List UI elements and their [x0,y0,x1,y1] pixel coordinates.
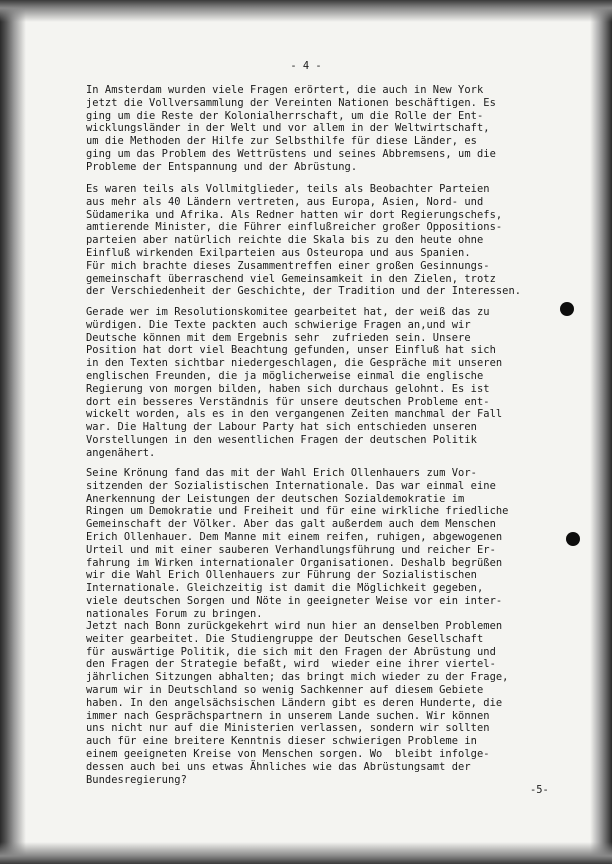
text-line: Erich Ollenhauer. Dem Manne mit einem reifen, ruhigen, abgewogenen [86,530,503,543]
text-line: weiter gearbeitet. Die Studiengruppe der Deutschen Gesellschaft [86,632,484,645]
text-line: für auswärtige Politik, die sich mit den Fragen der Abrüstung und [86,645,496,658]
text-line: gemeinschaft überraschend viel Gemeinsamkeit in den Zielen, trotz [86,272,496,285]
text-line: auch für eine breitere Kenntnis dieser schwierigen Probleme in [86,735,477,748]
text-line: Seine Krönung fand das mit der Wahl Erich Ollenhauers zum Vor- [86,467,477,479]
text-line: angenähert. [86,446,156,459]
text-line: Anerkennung der Leistungen der deutschen Sozialdemokratie im [86,492,465,505]
scan-shadow-right [590,0,612,864]
text-line: Gemeinschaft der Völker. Aber das galt außerdem auch dem Menschen [86,518,496,531]
text-line: Bundesregierung? [86,773,187,786]
text-line: Für mich brachte dieses Zusammentreffen einer großen Gesinnungs- [86,259,490,272]
punch-hole-lower [566,532,580,546]
page-number: - 4 - [290,60,322,72]
text-line: Einfluß wirkenden Exilparteien aus Osteuropa und aus Spanien. [86,246,471,259]
text-line: warum wir in Deutschland so wenig Sachkenner auf diesem Gebiete [86,683,484,696]
text-line: englischen Freunden, die ja möglicherweise einmal die englische [86,369,484,382]
text-line: dessen auch bei uns etwas Ähnliches wie das Abrüstungsamt der [86,760,471,773]
scan-shadow-bottom [0,842,612,864]
text-line: jetzt die Vollversammlung der Vereinten Nationen beschäftigen. Es [86,96,496,109]
text-line: dort ein besseres Verständnis für unsere deutschen Probleme ent- [86,395,490,408]
text-line: in den Texten sichtbar niedergeschlagen, die Gespräche mit unseren [86,357,503,370]
text-line: ging um die Reste der Kolonialherrschaft, um die Rolle der Ent- [86,109,484,122]
text-line: uns nicht nur auf die Ministerien verlassen, sondern wir sollten [86,722,490,735]
text-line: viele deutschen Sorgen und Nöte in geeigneter Weise vor ein inter- [86,594,503,607]
paragraph-5 [86,620,566,786]
text-line: Urteil und mit einer sauberen Verhandlungsführung und reicher Er- [86,543,496,556]
scan-shadow-top [0,0,612,22]
text-line: den Fragen der Strategie befaßt, wird wieder eine ihrer viertel- [86,658,496,671]
text-line: immer nach Gesprächspartnern in unserem Lande suchen. Wir können [86,709,490,722]
text-line: Es waren teils als Vollmitglieder, teils als Beobachter Parteien [86,183,490,195]
text-line: fahrung im Wirken internationaler Organisationen. Deshalb begrüßen [86,556,503,569]
text-line: sitzenden der Sozialistischen Internationale. Das war einmal eine [86,479,496,492]
text-line: der Verschiedenheit der Geschichte, der Tradition und der Interessen. [86,285,522,298]
text-line: nationales Forum zu bringen. [86,607,263,620]
text-line: wir die Wahl Erich Ollenhauers zur Führung der Sozialistischen [86,569,477,582]
text-line: Jetzt nach Bonn zurückgekehrt wird nun hier an denselben Problemen [86,620,503,632]
text-line: aus mehr als 40 Ländern vertreten, aus Europa, Asien, Nord- und [86,195,484,208]
text-line: parteien aber natürlich reichte die Skala bis zu den heute ohne [86,234,484,247]
paragraph-1 [86,84,566,174]
text-line: haben. In den angelsächsischen Ländern gibt es deren Hunderte, die [86,696,503,709]
text-line: Deutsche können mit dem Ergebnis sehr zufrieden sein. Unsere [86,331,471,344]
text-line: einem geeigneten Kreise von Menschen sorgen. Wo bleibt infolge- [86,747,490,760]
text-line: Südamerika und Afrika. Als Redner hatten wir dort Regierungschefs, [86,208,503,221]
text-line: würdigen. Die Texte packten auch schwierige Fragen an,und wir [86,318,471,331]
text-line: Vorstellungen in den wesentlichen Fragen der deutschen Politik [86,433,477,446]
text-line: war. Die Haltung der Labour Party hat sich entschieden unseren [86,421,477,434]
text-line: Regierung von morgen bilden, haben sich durchaus gelohnt. Es ist [86,382,490,395]
text-line: Probleme der Entspannung und der Abrüstung. [86,160,358,173]
text-line: In Amsterdam wurden viele Fragen erörtert, die auch in New York [86,84,484,96]
text-line: jährlichen Sitzungen abhalten; das bringt mich wieder zu der Frage, [86,671,509,684]
text-line: Gerade wer im Resolutionskomitee gearbeitet hat, der weiß das zu [86,306,490,318]
text-line: Position hat dort viel Beachtung gefunden, unser Einfluß hat sich [86,344,496,357]
paragraph-4 [86,467,566,621]
text-line: wickelt worden, als es in den vergangenen Zeiten manchmal der Fall [86,408,503,421]
next-page-marker: -5- [530,784,549,796]
text-line: ging um das Problem des Wettrüstens und seines Abbremsens, um die [86,147,496,160]
punch-hole-upper [560,302,574,316]
text-line: um die Methoden der Hilfe zur Selbsthilfe für diese Länder, es [86,135,477,148]
text-line: Ringen um Demokratie und Freiheit und für eine wirkliche friedliche [86,505,509,518]
text-line: wicklungsländer in der Welt und vor allem in der Weltwirtschaft, [86,122,490,135]
paragraph-3 [86,306,566,460]
scan-shadow-left [0,0,26,864]
paragraph-2 [86,183,566,298]
text-line: amtierende Minister, die Führer einflußreicher großer Oppositions- [86,221,503,234]
text-line: Internationale. Gleichzeitig ist damit die Möglichkeit gegeben, [86,582,484,595]
